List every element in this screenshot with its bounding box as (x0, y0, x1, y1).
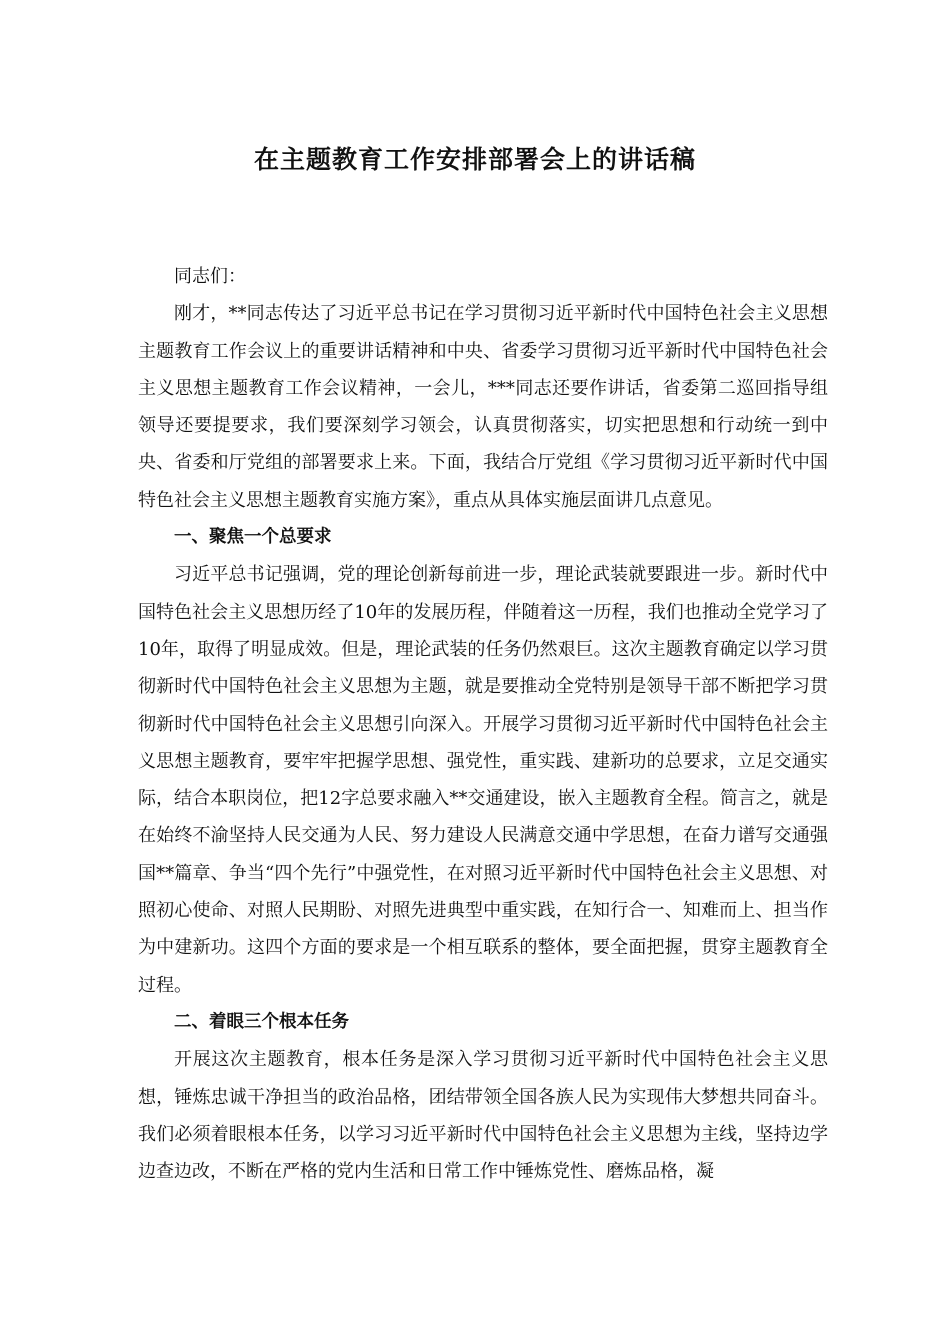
section-1-heading: 一、聚焦一个总要求 (174, 527, 332, 548)
greeting: 同志们： (174, 266, 246, 287)
document-title: 在主题教育工作安排部署会上的讲话稿 (253, 145, 696, 174)
section-2-paragraph: 开展这次主题教育，根本任务是深入学习贯彻习近平新时代中国特色社会主义思想，锤炼忠诚干净担当的政治品格，团结带领全国各族人民为实现伟大梦想共同奋斗。我们必须着眼根本任务，以学习习近平新时代中国特色社会主义思想为主线，坚持边学边查边改，不断在严格的党内生活和日常工作中锤炼党性、磨炼品格，凝 (138, 1049, 828, 1183)
intro-paragraph: 刚才，**同志传达了习近平总书记在学习贯彻习近平新时代中国特色社会主义思想主题教育工作会议上的重要讲话精神和中央、省委学习贯彻习近平新时代中国特色社会主义思想主题教育工作会议精神，一会儿，***同志还要作讲话，省委第二巡回指导组领导还要提要求，我们要深刻学习领会，认真贯彻落实，切实把思想和行动统一到中央、省委和厅党组的部署要求上来。下面，我结合厅党组《学习贯彻习近平新时代中国特色社会主义思想主题教育实施方案》，重点从具体实施层面讲几点意见。 (138, 303, 828, 511)
section-1-paragraph: 习近平总书记强调，党的理论创新每前进一步，理论武装就要跟进一步。新时代中国特色社会主义思想历经了10年的发展历程，伴随着这一历程，我们也推动全党学习了10年，取得了明显成效。但是，理论武装的任务仍然艰巨。这次主题教育确定以学习贯彻新时代中国特色社会主义思想为主题，就是要推动全党特别是领导干部不断把学习贯彻新时代中国特色社会主义思想引向深入。开展学习贯彻习近平新时代中国特色社会主义思想主题教育，要牢牢把握学思想、强党性，重实践、建新功的总要求，立足交通实际，结合本职岗位，把12字总要求融入**交通建设，嵌入主题教育全程。简言之，就是在始终不渝坚持人民交通为人民、努力建设人民满意交通中学思想，在奋力谱写交通强国**篇章、争当“四个先行”中强党性，在对照习近平新时代中国特色社会主义思想、对照初心使命、对照人民期盼、对照先进典型中重实践，在知行合一、知难而上、担当作为中建新功。这四个方面的要求是一个相互联系的整体，要全面把握，贯穿主题教育全过程。 (138, 564, 828, 996)
section-2-heading: 二、着眼三个根本任务 (174, 1011, 349, 1032)
document-body (138, 258, 828, 1190)
